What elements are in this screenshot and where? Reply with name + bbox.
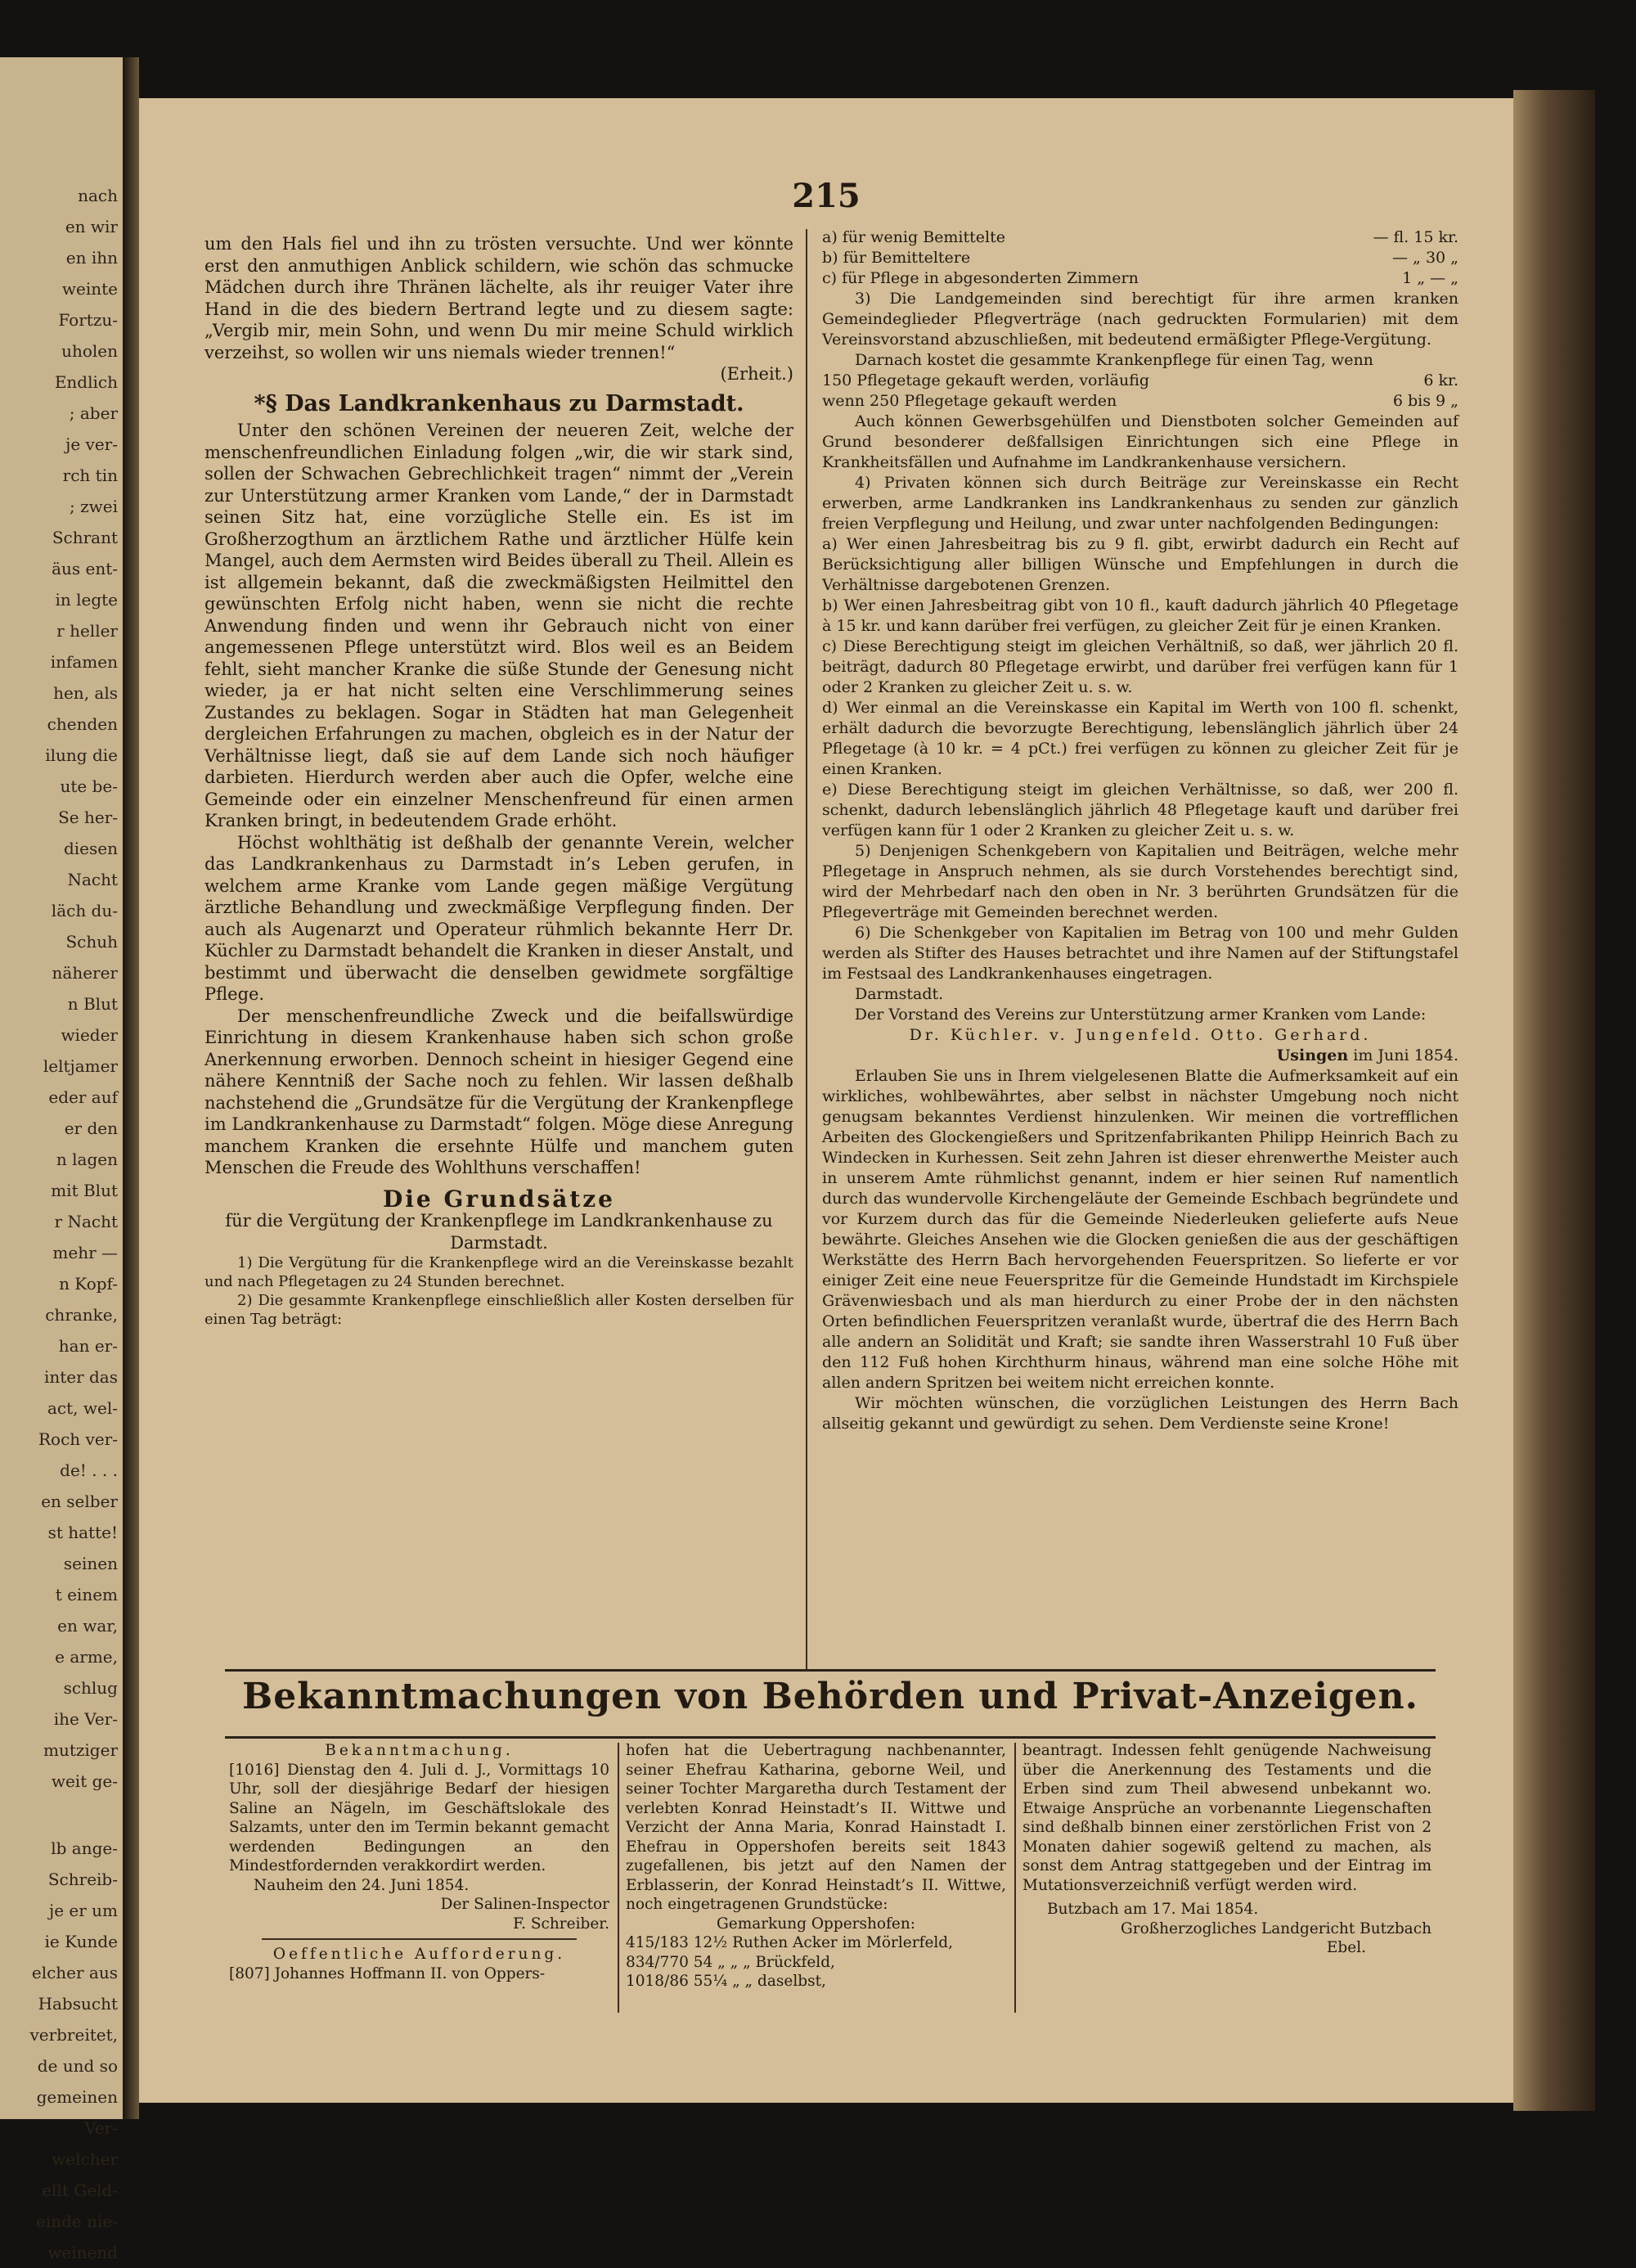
rate-row	[822, 248, 1458, 268]
left-page-fragment: n Blut	[67, 994, 118, 1014]
rate-label: b) für Bemitteltere	[822, 249, 971, 267]
grundsaetze-subtitle: für die Vergütung der Krankenpflege im Landkrankenhause zu Darmstadt.	[225, 1211, 773, 1253]
column-divider	[806, 229, 807, 1669]
article-paragraph-2: Höchst wohlthätig ist deßhalb der genannte Verein, welcher das Landkrankenhaus zu Darmstadt in’s Leben gerufen, in welchem arme Kranke vom Lande gegen mäßige Vergütung ärztliche Behandlung und zweckmäßige Verpflegung finden. Der auch als Augenarzt und Operateur rühmlich bekannte Herr Dr. Küchler zu Darmstadt behandelt die Kranken in dieser Anstalt, und bestimmt und überwacht die denselben gewidmete sorgfältige Pflege.	[204, 832, 793, 1004]
right-column	[822, 227, 1458, 1434]
ad-place: Nauheim den 24. Juni 1854.	[254, 1876, 470, 1894]
usingen-date: im Juni 1854.	[1353, 1046, 1458, 1064]
ad-divider	[262, 1938, 577, 1940]
left-page-fragment: diesen	[63, 839, 118, 858]
left-page-fragment: st hatte!	[47, 1523, 118, 1542]
ad-signature: Der Salinen-Inspector	[440, 1896, 609, 1913]
place: Darmstadt.	[855, 985, 944, 1003]
rule-4-item-c: c) Diese Berechtigung steigt im gleichen Verhältniß, so daß, wer jährlich 20 fl. beiträgt, dadurch 80 Pflegetage erwirbt, und darüber frei verfügen kann für 1 oder 2 Kranken zu gleicher Zeit u. s. w.	[822, 637, 1458, 696]
left-page-fragment: r Nacht	[54, 1212, 118, 1231]
ad-column-1	[229, 1741, 609, 1983]
story-source: (Erheit.)	[720, 364, 793, 384]
rule-3: 3) Die Landgemeinden sind berechtigt für ihre armen kranken Gemeindeglieder Pflegverträge (nach gedruckten Formularien) mit dem Vereinsvorstand abzuschließen, mit bedeutend ermäßigter Pflege-Vergütung.	[822, 290, 1458, 349]
left-page-fragment: Roch ver-	[38, 1429, 118, 1449]
rule-4-item-a: a) Wer einen Jahresbeitrag bis zu 9 fl. gibt, erwirbt dadurch ein Recht auf Berücksichtigung aller billigen Wünsche und Empfehlungen in durch die Verhältnisse dargebotenen Grenzen.	[822, 535, 1458, 594]
grundsaetze-title: Die Grundsätze	[383, 1185, 615, 1213]
section-rule	[225, 1669, 1436, 1672]
rule-4-item-b: b) Wer einen Jahresbeitrag gibt von 10 fl., kauft dadurch jährlich 40 Pflegetage à 15 kr. und kann darüber frei verfügen, zu gleicher Zeit für je einen Kranken.	[822, 596, 1458, 635]
rate-label: wenn 250 Pflegetage gekauft werden	[822, 392, 1117, 410]
left-page-fragment: ; zwei	[70, 497, 118, 516]
usingen-head: Usingen	[1276, 1046, 1349, 1064]
rate-row	[822, 268, 1458, 289]
left-page-fragment: eder auf	[48, 1087, 118, 1107]
ad-title: Bekanntmachung.	[325, 1742, 514, 1759]
vorstand-line: Der Vorstand des Vereins zur Unterstützung armer Kranken vom Lande:	[854, 1006, 1427, 1024]
left-page-fragment: Se her-	[58, 808, 118, 827]
rule-5: 5) Denjenigen Schenkgebern von Kapitalien und Beiträgen, welche mehr Pflegetage in Anspruch nehmen, als sie durch Vorstehendes berechtigt sind, wird der Mehrbedarf nach den oben in Nr. 3 berührten Grundsätzen für die Pflegeverträge mit Gemeinden berechnet werden.	[822, 842, 1458, 921]
left-page-fragment: in legte	[55, 590, 118, 610]
ads-banner: Bekanntmachungen von Behörden und Privat-Anzeigen.	[242, 1676, 1418, 1717]
left-page-fragment: en wir	[65, 217, 118, 236]
left-page-fragment: leltjamer	[43, 1056, 118, 1076]
ad-signature-name: F. Schreiber.	[513, 1915, 609, 1933]
ad-place: Butzbach am 17. Mai 1854.	[1047, 1901, 1259, 1918]
left-page-fragment: elcher aus	[31, 1963, 118, 1982]
left-page-fragment: er den	[64, 1118, 118, 1138]
left-page-text-fragments	[0, 180, 123, 2268]
rate-value: 6 bis 9 „	[1392, 392, 1458, 410]
left-page-fragment: en selber	[41, 1492, 118, 1511]
left-page-fragment: Fortzu-	[58, 310, 118, 330]
rate-row	[822, 391, 1458, 412]
left-page-fragment: weinend	[47, 2243, 118, 2262]
left-page-fragment: ; aber	[69, 403, 118, 423]
left-page-fragment: nach	[78, 186, 118, 205]
left-page-fragment: mutziger	[43, 1740, 118, 1760]
left-page-fragment: gemeinen	[36, 2087, 118, 2107]
page-edge	[1513, 90, 1595, 2111]
rate-label: 150 Pflegetage gekauft werden, vorläufig	[822, 371, 1150, 389]
left-page-fragment: Nacht	[67, 870, 118, 889]
left-page-fragment: läch du-	[51, 901, 118, 920]
rule-3-pricing: Darnach kostet die gesammte Krankenpflege für einen Tag, wenn	[855, 351, 1373, 369]
ad-divider	[1014, 1743, 1016, 2013]
rate-value: — fl. 15 kr.	[1373, 228, 1458, 246]
left-page-fragment: r heller	[56, 621, 118, 641]
left-page-fragment: ellt Geld-	[42, 2180, 118, 2200]
left-page-fragment: wieder	[61, 1025, 118, 1045]
left-page-fragment: je er um	[49, 1901, 118, 1920]
left-page-fragment: Schrant	[52, 528, 118, 547]
ad-plot: 1018/86 55¼ „ „ daselbst,	[626, 1973, 826, 1990]
article-paragraph-3: Der menschenfreundliche Zweck und die beifallswürdige Einrichtung in diesem Krankenhause haben sich schon große Anerkennung erworben. Dennoch scheint in hiesiger Gegend eine nähere Kenntniß der Sache noch zu fehlen. Wir lassen deßhalb nachstehend die „Grundsätze für die Vergütung der Krankenpflege im Landkrankenhause zu Darmstadt“ folgen. Möge diese Anregung manchem Kranken die ersehnte Hülfe und manchem guten Menschen die Freude des Wohlthuns verschaffen!	[204, 1006, 793, 1177]
usingen-dateline	[822, 1046, 1458, 1066]
ad-gemarkung: Gemarkung Oppershofen:	[716, 1915, 916, 1933]
left-page-fragment: mehr —	[52, 1243, 118, 1262]
rate-value: 1 „ — „	[1402, 269, 1458, 287]
left-page-fragment: infamen	[50, 652, 118, 672]
rate-label: a) für wenig Bemittelte	[822, 228, 1005, 246]
story-ending: um den Hals fiel und ihn zu trösten versuchte. Und wer könnte erst den anmuthigen Anblick schildern, wie schön das schmucke Mädchen durch ihre Thränen lächelte, als ihr reuiger Vater ihre Hand in die des biedern Bertrand legte und zu diesem sagte: „Vergib mir, mein Sohn, und wenn Du mir meine Schuld wirklich verzeihst, so wollen wir uns niemals wieder trennen!“	[204, 234, 793, 362]
left-page-fragment: ute be-	[60, 776, 118, 796]
left-facing-page	[0, 57, 128, 2262]
left-page-fragment: act, wel-	[47, 1398, 118, 1418]
ad-divider	[618, 1743, 619, 2013]
left-page-fragment: en war,	[57, 1616, 118, 1636]
article-title: *§ Das Landkrankenhaus zu Darmstadt.	[254, 390, 744, 416]
left-page-fragment: schlug	[63, 1678, 118, 1698]
left-page-fragment: chranke,	[45, 1305, 118, 1325]
signers: Dr. Küchler. v. Jungenfeld. Otto. Gerhard.	[909, 1026, 1372, 1044]
left-page-fragment: ihe Ver-	[53, 1709, 118, 1729]
left-column	[204, 233, 793, 1329]
left-page-fragment: einde nie-	[36, 2212, 118, 2231]
left-page-fragment: weinte	[61, 279, 118, 299]
rate-value: 6 kr.	[1423, 371, 1458, 389]
left-page-fragment: verbreitet,	[29, 2025, 118, 2045]
left-page-fragment: de und so	[37, 2056, 118, 2076]
left-page-fragment: Schuh	[65, 932, 118, 952]
left-page-fragment: ilung die	[45, 745, 118, 765]
left-page-fragment: han er-	[58, 1336, 118, 1356]
book-gutter	[123, 57, 139, 2119]
left-page-fragment: e arme,	[55, 1647, 118, 1667]
rule-6: 6) Die Schenkgeber von Kapitalien im Betrag von 100 und mehr Gulden werden als Stifter des Hauses betrachtet und ihre Namen auf der Stiftungstafel im Festsaal des Landkrankenhauses eingetragen.	[822, 924, 1458, 983]
left-page-fragment: ie Kunde	[44, 1932, 118, 1951]
ad-plot: 834/770 54 „ „ „ Brückfeld,	[626, 1953, 835, 1971]
page-number: 215	[792, 177, 861, 215]
rate-label: c) für Pflege in abgesonderten Zimmern	[822, 269, 1139, 287]
rule-2: 2) Die gesammte Krankenpflege einschließlich aller Kosten derselben für einen Tag beträgt:	[204, 1292, 793, 1328]
left-page-fragment: seinen	[63, 1554, 118, 1573]
left-page-fragment: lb ange-	[51, 1838, 118, 1858]
left-page-fragment: welcher	[52, 2149, 118, 2169]
left-page-fragment: n Kopf-	[59, 1274, 118, 1294]
usingen-close: Wir möchten wünschen, die vorzüglichen Leistungen des Herrn Bach allseitig gekannt und gewürdigt zu sehen. Dem Verdienste seine Krone!	[822, 1394, 1458, 1433]
ad-column-3	[1022, 1741, 1432, 1958]
rule-1: 1) Die Vergütung für die Krankenpflege wird an die Vereinskasse bezahlt und nach Pflegetagen zu 24 Stunden berechnet.	[204, 1254, 793, 1290]
left-page-fragment: n lagen	[56, 1150, 118, 1169]
ad-signature: Großherzogliches Landgericht Butzbach	[1120, 1919, 1432, 1937]
left-page-fragment: Habsucht	[38, 1994, 118, 2014]
left-page-fragment: chenden	[47, 714, 118, 734]
ad-title: Oeffentliche Aufforderung.	[272, 1946, 566, 1963]
left-page-fragment: Schreib-	[47, 1870, 118, 1889]
ad-text: beantragt. Indessen fehlt genügende Nachweisung über die Anerkennung des Testaments und die Erben sind zum Theil abwesend unbekannt wo. Etwaige Ansprüche an vorbenannte Liegenschaften sind deßhalb binnen einer zerstörlichen Frist von 2 Monaten dahier sogewiß geltend zu machen, als sonst dem Antrag stattgegeben und der Eintrag im Mutationsverzeichniß verfügt werden wird.	[1022, 1742, 1432, 1894]
left-page-fragment: je ver-	[65, 434, 118, 454]
rate-value: — „ 30 „	[1392, 249, 1458, 267]
left-page-fragment: inter das	[43, 1367, 118, 1387]
usingen-text: Erlauben Sie uns in Ihrem vielgelesenen Blatte die Aufmerksamkeit auf ein wirkliches, wohlbewährtes, aber selbst in nächster Umgebung noch nicht genugsam bekanntes Verdienst hinzulenken. Wir meinen die vortrefflichen Arbeiten des Glockengießers und Spritzenfabrikanten Philipp Heinrich Bach zu Windecken in Kurhessen. Seit zehn Jahren ist dieser ehrenwerthe Meister auch in unserem Amte rühmlichst genannt, indem er hier seinen Ruf namentlich durch das wundervolle Kirchengeläute der Gemeinde Eschbach begründete und vor Kurzem durch das für die Gemeinde Niederleuken gelieferte aufs Neue bewährte. Gleiches Ansehen wie die Glocken genießen die aus der geschäftigen Werkstätte des Herrn Bach hervorgehenden Feuerspritzen. So lieferte er vor einiger Zeit eine neue Feuerspritze für die Gemeinde Hundstadt im Kirchspiele Grävenwiesbach und als man hierdurch zu einer Probe der in den nächsten Orten befindlichen Feuerspritzen veranlaßt wurde, übertraf die des Herrn Bach alle andern an Solidität und Kraft; sie sandte ihren Wasserstrahl 10 Fuß über den 112 Fuß hohen Kirchthurm hinaus, während man eine solche Höhe mit allen andern Spritzen bei weitem nicht erreichen konnte.	[822, 1067, 1458, 1392]
ad-plot: 415/183 12½ Ruthen Acker im Mörlerfeld,	[626, 1934, 954, 1951]
rule-4-item-e: e) Diese Berechtigung steigt im gleichen Verhältnisse, so daß, wer 200 fl. schenkt, dadurch lebenslänglich jährlich 48 Pflegetage kauft und darüber frei verfügen kann für 1 oder 2 Kranken zu gleicher Zeit u. s. w.	[822, 781, 1458, 839]
left-page-fragment: en ihn	[65, 248, 118, 268]
left-page-fragment: weit ge-	[51, 1771, 118, 1791]
left-page-fragment: uholen	[61, 341, 118, 361]
rule-4-item-d: d) Wer einmal an die Vereinskasse ein Kapital im Werth von 100 fl. schenkt, erhält dadurch die bevorzugte Berechtigung, lebenslänglich jährlich über 24 Pflegetage (à 10 kr. = 4 pCt.) frei verfügen zu können zu gleicher Zeit für je einen Kranken.	[822, 699, 1458, 778]
rate-row	[822, 371, 1458, 391]
left-page-fragment: t einem	[55, 1585, 118, 1604]
rate-row	[822, 227, 1458, 248]
section-rule	[225, 1736, 1436, 1739]
rule-3-workers: Auch können Gewerbsgehülfen und Dienstboten solcher Gemeinden auf Grund besonderer deßfallsigen Einrichtungen sich eine Pflege in Krankheitsfällen und Aufnahme im Landkrankenhause versichern.	[822, 412, 1458, 471]
left-page-fragment: de! . . .	[60, 1460, 118, 1480]
ad-text: hofen hat die Uebertragung nachbenannter, seiner Ehefrau Katharina, geborne Weil, und seiner Tochter Margaretha durch Testament der verlebten Konrad Heinstadt’s II. Wittwe und Verzicht der Anna Maria, Konrad Hainstadt I. Ehefrau in Oppershofen bereits seit 1843 zugefallenen, bis jetzt auf den Namen der Erblasserin, der Konrad Heinstadt’s II. Wittwe, noch eingetragenen Grundstücke:	[626, 1742, 1006, 1913]
ad-text: [1016] Dienstag den 4. Juli d. J., Vormittags 10 Uhr, soll der diesjährige Bedarf der hiesigen Saline an Nägeln, im Geschäftslokale des Salzamts, unter den im Termin bekannt gemacht werdenden Bedingungen an den Mindestfordernden verakkordirt werden.	[229, 1761, 609, 1874]
rule-4: 4) Privaten können sich durch Beiträge zur Vereinskasse ein Recht erwerben, arme Landkranken ins Landkrankenhaus zu senden zur gänzlich freien Verpflegung und Heilung, und zwar unter nachfolgenden Bedingungen:	[822, 474, 1458, 533]
ad-column-2	[626, 1741, 1006, 1991]
left-page-fragment: näherer	[52, 963, 118, 983]
left-page-fragment: Endlich	[54, 372, 118, 392]
article-paragraph-1: Unter den schönen Vereinen der neueren Zeit, welche der menschenfreundlichen Einladung folgen „wir, die wir stark sind, sollen der Schwachen Gebrechlichkeit tragen“ nimmt der „Verein zur Unterstützung armer Kranken vom Lande,“ der in Darmstadt seinen Sitz hat, eine vorzügliche Stelle ein. Es ist im Großherzogthum an ärztlichem Rathe und ärztlicher Hülfe kein Mangel, auch dem Aermsten wird Beides überall zu Theil. Allein es ist allgemein bekannt, daß die zweckmäßigsten Heilmittel den gewünschten Erfolg nicht haben, wenn sie nicht die rechte Anwendung finden und wenn ihr Gebrauch nicht von einer angemessenen Pflege unterstützt wird. Blos weil es an Beidem fehlt, sieht mancher Kranke die süße Stunde der Genesung nicht wieder, ja er hat nicht selten eine Verschlimmerung seines Zustandes zu beklagen. Sogar in Städten hat man Gelegenheit dergleichen Erfahrungen zu machen, obgleich es in der Natur der Verhältnisse liegt, daß sie auf dem Lande sich noch häufiger darbieten. Hierdurch werden aber auch die Opfer, welche eine Gemeinde oder ein einzelner Menschenfreund für einen armen Kranken bringt, in bedeutendem Grade erhöht.	[204, 421, 793, 830]
newspaper-page	[139, 98, 1513, 2103]
ad-signature-name: Ebel.	[1326, 1939, 1366, 1956]
left-page-fragment: Ver-	[84, 2118, 118, 2138]
left-page-fragment: hen, als	[53, 683, 118, 703]
ad-text: [807] Johannes Hoffmann II. von Oppers-	[229, 1964, 546, 1982]
left-page-fragment: äus ent-	[52, 559, 118, 578]
left-page-fragment: mit Blut	[51, 1181, 118, 1200]
left-page-fragment: rch tin	[62, 466, 118, 485]
